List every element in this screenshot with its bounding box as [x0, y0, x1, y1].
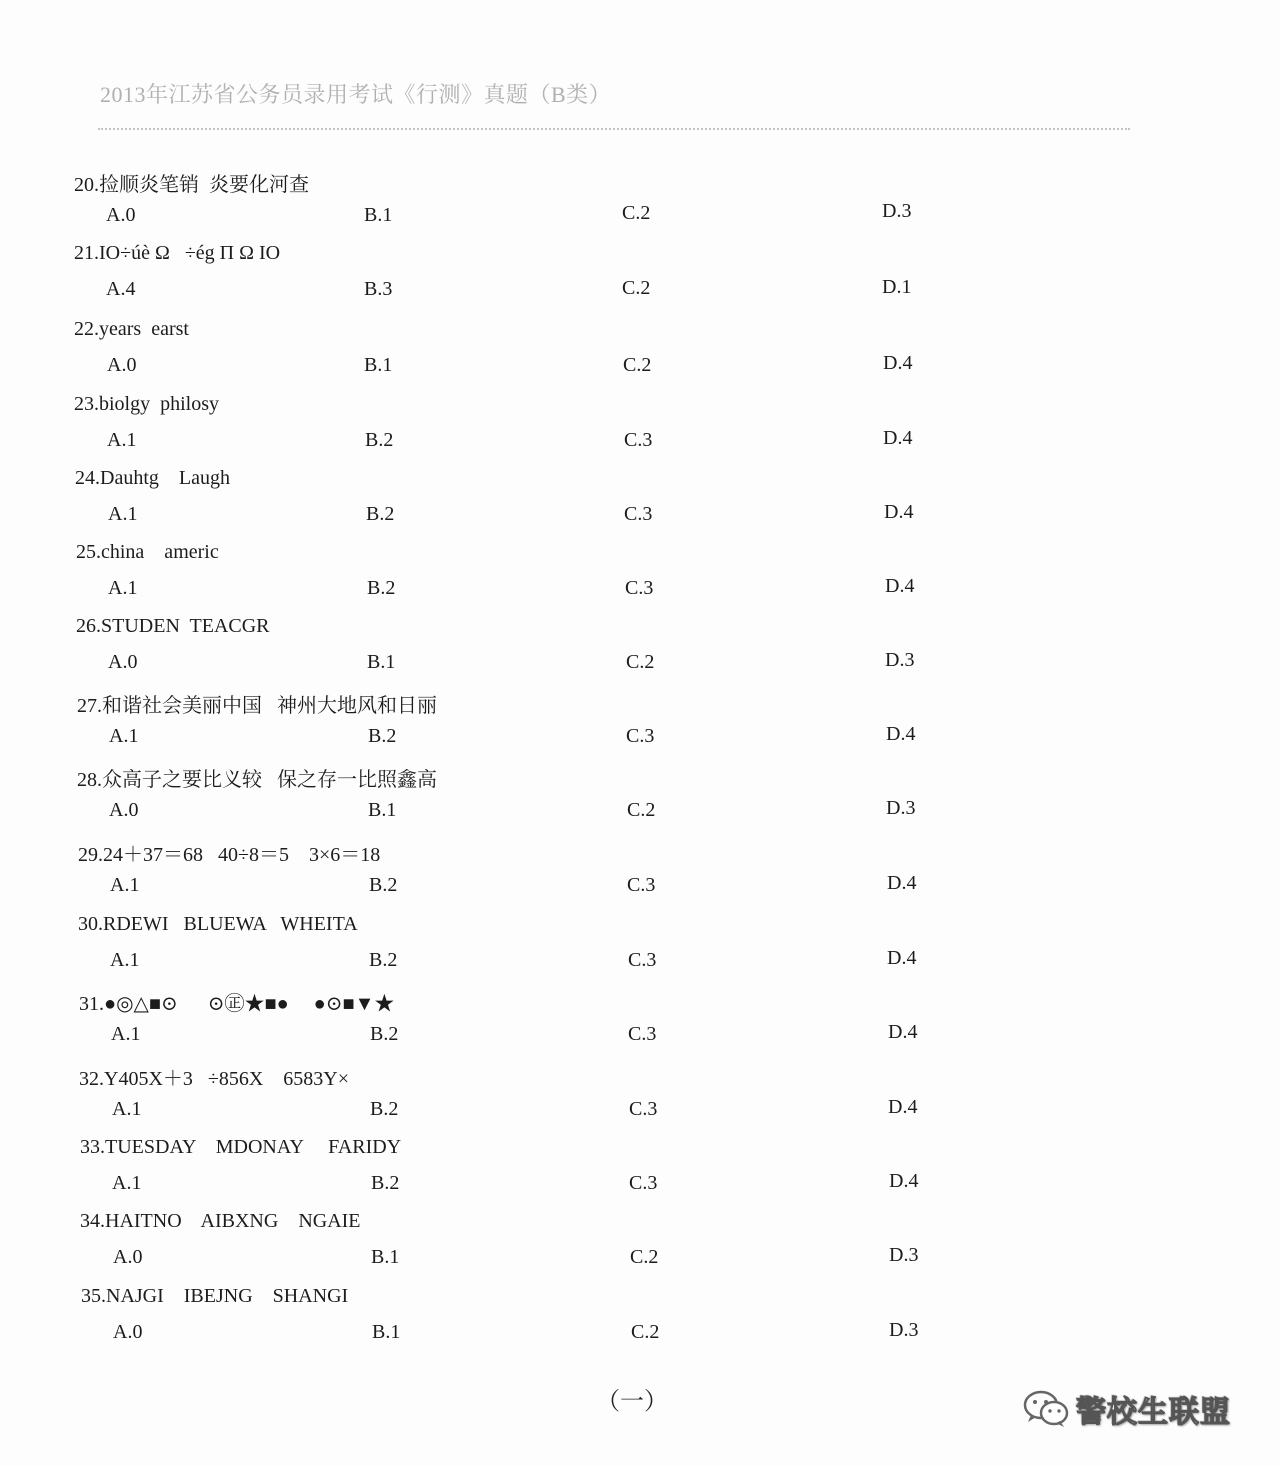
question-21 — [0, 242, 1280, 316]
question-text: 29.24＋37＝68 40÷8＝5 3×6＝18 — [78, 844, 381, 866]
question-31 — [0, 987, 1280, 1061]
question-text: 32.Y405X＋3 ÷856X 6583Y× — [79, 1068, 350, 1090]
option-b: B.1 — [364, 204, 393, 226]
option-b: B.1 — [372, 1321, 401, 1343]
option-c: C.3 — [628, 949, 657, 971]
option-b: B.1 — [371, 1246, 400, 1268]
question-text: 33.TUESDAY MDONAY FARIDY — [80, 1136, 402, 1158]
option-a: A.1 — [109, 725, 139, 747]
question-23 — [0, 393, 1280, 467]
option-b: B.2 — [369, 874, 398, 896]
question-24 — [0, 467, 1280, 541]
option-c: C.2 — [622, 202, 651, 224]
option-b: B.3 — [364, 278, 393, 300]
question-35 — [0, 1285, 1280, 1359]
option-c: C.2 — [626, 651, 655, 673]
option-d: D.3 — [889, 1244, 919, 1266]
option-d: D.4 — [887, 872, 917, 894]
option-b: B.2 — [371, 1172, 400, 1194]
option-b: B.2 — [367, 577, 396, 599]
option-d: D.4 — [888, 1021, 918, 1043]
question-25 — [0, 541, 1280, 615]
question-22 — [0, 318, 1280, 392]
watermark-text: 警校生联盟 — [1076, 1395, 1231, 1430]
option-d: D.4 — [886, 723, 916, 745]
option-d: D.3 — [885, 649, 915, 671]
question-33 — [0, 1136, 1280, 1210]
option-d: D.3 — [889, 1319, 919, 1341]
question-text: 21.IO÷úè Ω ÷ég Π Ω IO — [74, 242, 281, 264]
option-c: C.3 — [624, 503, 653, 525]
option-c: C.2 — [631, 1321, 660, 1343]
option-c: C.3 — [624, 429, 653, 451]
option-a: A.0 — [106, 204, 136, 226]
option-d: D.4 — [883, 427, 913, 449]
option-d: D.4 — [885, 575, 915, 597]
question-28 — [0, 763, 1280, 837]
question-text: 28.众高子之要比义较 保之存一比照鑫高 — [77, 769, 437, 791]
wechat-icon — [1022, 1389, 1070, 1429]
option-d: D.4 — [884, 501, 914, 523]
option-d: D.3 — [882, 200, 912, 222]
page-number: （一） — [596, 1389, 668, 1415]
question-text: 30.RDEWI BLUEWA WHEITA — [78, 913, 358, 935]
question-text: 26.STUDEN TEACGR — [76, 615, 270, 637]
option-a: A.0 — [109, 799, 139, 821]
question-30 — [0, 913, 1280, 987]
option-d: D.4 — [883, 352, 913, 374]
option-a: A.1 — [108, 577, 138, 599]
question-34 — [0, 1210, 1280, 1284]
option-a: A.1 — [107, 429, 137, 451]
option-b: B.2 — [370, 1023, 399, 1045]
option-c: C.2 — [627, 799, 656, 821]
question-text: 20.捡顺炎笔销 炎要化河查 — [74, 174, 309, 196]
option-b: B.1 — [367, 651, 396, 673]
question-29 — [0, 838, 1280, 912]
option-b: B.2 — [365, 429, 394, 451]
option-b: B.2 — [369, 949, 398, 971]
question-text: 25.china americ — [76, 541, 219, 563]
option-c: C.3 — [625, 577, 654, 599]
option-c: C.3 — [626, 725, 655, 747]
option-d: D.3 — [886, 797, 916, 819]
option-b: B.2 — [370, 1098, 399, 1120]
option-d: D.1 — [882, 276, 912, 298]
option-b: B.2 — [366, 503, 395, 525]
question-20 — [0, 168, 1280, 242]
option-a: A.1 — [108, 503, 138, 525]
option-a: A.1 — [112, 1172, 142, 1194]
option-a: A.1 — [110, 874, 140, 896]
option-b: B.1 — [368, 799, 397, 821]
option-b: B.1 — [364, 354, 393, 376]
question-text: 22.years earst — [74, 318, 189, 340]
option-d: D.4 — [889, 1170, 919, 1192]
option-c: C.2 — [622, 277, 651, 299]
option-c: C.2 — [630, 1246, 659, 1268]
question-text: 35.NAJGI IBEJNG SHANGI — [81, 1285, 349, 1307]
header-divider — [98, 128, 1130, 130]
option-a: A.1 — [112, 1098, 142, 1120]
question-27 — [0, 689, 1280, 763]
question-text: 31.●◎△■⊙ ⊙㊣★■● ●⊙■▼★ — [79, 993, 395, 1015]
question-text: 27.和谐社会美丽中国 神州大地风和日丽 — [77, 695, 437, 717]
option-c: C.2 — [623, 354, 652, 376]
option-d: D.4 — [887, 947, 917, 969]
option-a: A.0 — [108, 651, 138, 673]
option-d: D.4 — [888, 1096, 918, 1118]
option-c: C.3 — [629, 1098, 658, 1120]
wechat-watermark — [1022, 1386, 1231, 1432]
option-a: A.4 — [106, 278, 136, 300]
option-a: A.0 — [113, 1321, 143, 1343]
question-32 — [0, 1062, 1280, 1136]
option-a: A.1 — [110, 949, 140, 971]
question-text: 24.Dauhtg Laugh — [75, 467, 230, 489]
option-b: B.2 — [368, 725, 397, 747]
question-text: 23.biolgy philosy — [74, 393, 220, 415]
question-26 — [0, 615, 1280, 689]
question-text: 34.HAITNO AIBXNG NGAIE — [80, 1210, 361, 1232]
option-c: C.3 — [627, 874, 656, 896]
option-c: C.3 — [629, 1172, 658, 1194]
option-a: A.1 — [111, 1023, 141, 1045]
option-a: A.0 — [107, 354, 137, 376]
option-c: C.3 — [628, 1023, 657, 1045]
page-header-title: 2013年江苏省公务员录用考试《行测》真题（B类） — [100, 82, 612, 107]
option-a: A.0 — [113, 1246, 143, 1268]
